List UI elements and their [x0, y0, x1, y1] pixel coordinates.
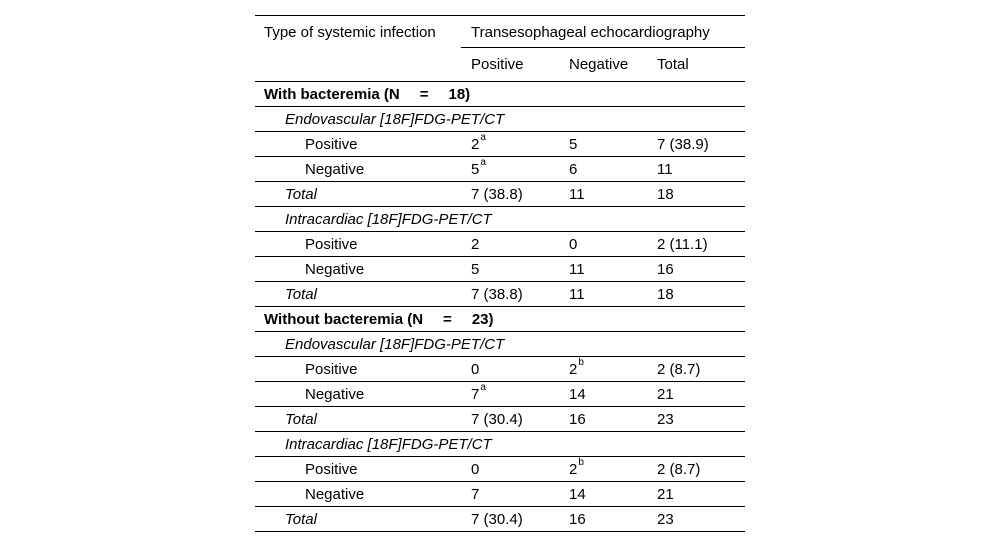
total-cell: 2 (8.7): [657, 460, 701, 478]
footnote-mark: a: [480, 157, 486, 168]
footnote-mark: b: [578, 457, 584, 468]
total-cell: 21: [657, 385, 674, 403]
positive-cell: 7 (38.8): [471, 285, 523, 303]
total-cell: 18: [657, 285, 674, 303]
table-row: [255, 482, 745, 507]
total-cell: 2 (8.7): [657, 360, 701, 378]
row-label: Positive: [305, 460, 358, 478]
type-of-infection-header: Type of systemic infection: [264, 23, 436, 41]
section-heading: Intracardiac [18F]FDG-PET/CT: [285, 210, 492, 228]
section-heading-row: [255, 332, 745, 357]
total-label: Total: [285, 410, 317, 428]
section-heading-row: [255, 107, 745, 132]
col-total-header: Total: [657, 56, 689, 73]
positive-cell: 7: [471, 485, 480, 503]
total-cell: 23: [657, 510, 674, 528]
positive-cell: 5: [471, 260, 480, 278]
header-row-1: [255, 16, 745, 48]
results-table: [255, 15, 745, 532]
total-row: [255, 282, 745, 307]
table-row: [255, 257, 745, 282]
total-row: [255, 407, 745, 432]
total-cell: 2 (11.1): [657, 235, 708, 253]
group-heading-row: [255, 82, 745, 107]
positive-cell: 7 (38.8): [471, 185, 523, 203]
group-heading: With bacteremia (N = 18): [264, 85, 471, 103]
positive-cell: 0: [471, 360, 480, 378]
negative-cell: 14: [569, 385, 586, 403]
total-label: Total: [285, 510, 317, 528]
negative-cell: 11: [569, 260, 585, 278]
group-heading: Without bacteremia (N = 23): [264, 310, 494, 328]
negative-cell: 16: [569, 510, 586, 528]
negative-cell: 0: [569, 235, 578, 253]
footnote-mark: a: [480, 382, 486, 393]
total-cell: 7 (38.9): [657, 135, 709, 153]
positive-cell: 2 a: [471, 132, 486, 153]
tee-header: Transesophageal echocardiography: [471, 23, 710, 41]
negative-cell: 5: [569, 135, 578, 153]
negative-cell: 2 b: [569, 357, 584, 378]
positive-cell: 0: [471, 460, 480, 478]
col-positive-header: Positive: [471, 56, 524, 73]
total-cell: 21: [657, 485, 674, 503]
total-cell: 11: [657, 160, 673, 178]
row-label: Positive: [305, 135, 358, 153]
col-negative-header: Negative: [569, 56, 629, 73]
negative-cell: 14: [569, 485, 586, 503]
group-heading-row: [255, 307, 745, 332]
total-row: [255, 507, 745, 532]
negative-cell: 16: [569, 410, 586, 428]
table-row: [255, 357, 745, 382]
positive-cell: 7 (30.4): [471, 410, 523, 428]
negative-cell: 11: [569, 285, 585, 303]
positive-cell: 5 a: [471, 157, 486, 178]
table-row: [255, 157, 745, 182]
positive-cell: 2: [471, 235, 480, 253]
negative-cell: 11: [569, 185, 585, 203]
section-heading: Endovascular [18F]FDG-PET/CT: [285, 110, 505, 128]
footnote-mark: b: [578, 357, 584, 368]
section-heading: Intracardiac [18F]FDG-PET/CT: [285, 435, 492, 453]
row-label: Positive: [305, 360, 358, 378]
row-label: Positive: [305, 235, 358, 253]
positive-cell: 7 a: [471, 382, 486, 403]
table-row: [255, 457, 745, 482]
row-label: Negative: [305, 485, 365, 503]
total-cell: 18: [657, 185, 674, 203]
table-row: [255, 132, 745, 157]
total-cell: 23: [657, 410, 674, 428]
row-label: Negative: [305, 385, 365, 403]
row-label: Negative: [305, 160, 365, 178]
section-heading-row: [255, 432, 745, 457]
total-label: Total: [285, 285, 317, 303]
row-label: Negative: [305, 260, 365, 278]
negative-cell: 2 b: [569, 457, 584, 478]
section-heading: Endovascular [18F]FDG-PET/CT: [285, 335, 505, 353]
total-label: Total: [285, 185, 317, 203]
section-heading-row: [255, 207, 745, 232]
table-row: [255, 232, 745, 257]
total-row: [255, 182, 745, 207]
table-row: [255, 382, 745, 407]
positive-cell: 7 (30.4): [471, 510, 523, 528]
total-cell: 16: [657, 260, 674, 278]
footnote-mark: a: [480, 132, 486, 143]
header-row-2: [255, 48, 745, 82]
negative-cell: 6: [569, 160, 578, 178]
